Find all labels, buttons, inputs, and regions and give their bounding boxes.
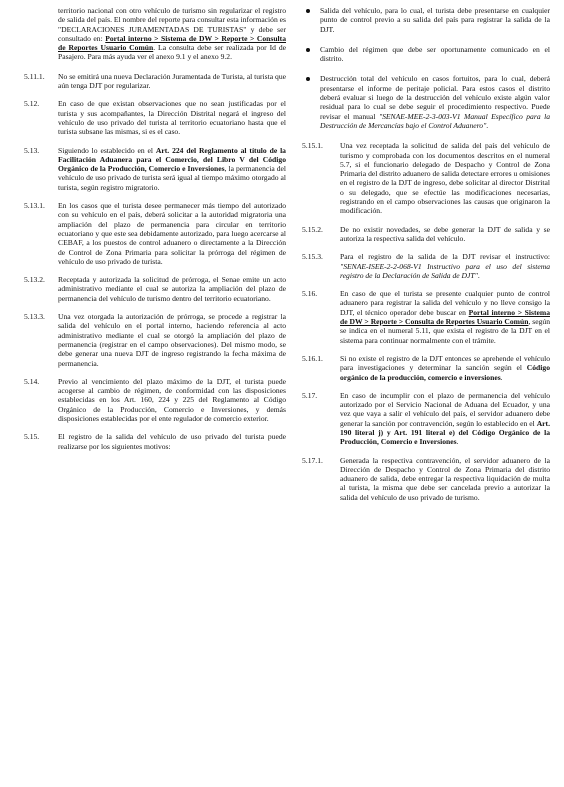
section-5-15-2: 5.15.2. De no existir novedades, se debe generar la DJT de salida y se autoriza la respectiva salida del vehículo.: [302, 224, 550, 243]
section-5-16: 5.16. En caso de que el turista se presente cualquier punto de control aduanero para registrar la salida del vehículo y no lleve consigo la DJT, el técnico operador debe buscar en Portal interno > Sistema de DW > Reporte > Consulta de Reportes Usuario Común, según se indica en el numeral 5.11, que exista el registro de la DJT en el sistema para continuar normalmente con el trámite.: [302, 289, 550, 345]
section-5-15: 5.15. El registro de la salida del vehículo de uso privado del turista puede realizarse por los siguientes motivos:: [24, 432, 286, 451]
code-reference: Código orgánico de la producción, comercio e inversiones: [340, 363, 550, 382]
portal-path-link: Portal interno > Sistema de DW > Reporte > Consulta de Reportes Usuario Común: [58, 33, 286, 53]
section-5-15-3: 5.15.3. Para el registro de la salida de la DJT revisar el instructivo: "SENAE-ISEE-2-2-068-V1 Instructivo para el uso del sistema registro de la Declaración de Salida de DJT".: [302, 252, 550, 280]
bullet-icon: [306, 77, 310, 81]
instructive-reference: "SENAE-ISEE-2-2-068-V1 Instructivo para el uso del sistema registro de la Declaración de Salida de DJT": [340, 261, 550, 280]
regulation-reference: Art. 224 del Reglamento al título de la Facilitación Aduanera para el Comercio, del Libro V del Código Orgánico de la Producción, Comercio e Inversiones: [58, 145, 286, 174]
portal-path-link: Portal interno > Sistema de DW > Reporte > Consulta de Reportes Usuario Común: [340, 307, 550, 327]
right-column: [302, 6, 550, 781]
section-5-14: 5.14. Previo al vencimiento del plazo máximo de la DJT, el turista puede acogerse al cambio de régimen, de conformidad con las disposiciones establecidas en los Art. 160, 224 y 225 del Reglamento al Código Orgánico de la Producción, Comercio e Inversiones, y demás disposiciones establecidas por el ente regulador de comercio exterior.: [24, 376, 286, 423]
exit-reasons-list: [302, 6, 550, 130]
section-5-13: 5.13. Siguiendo lo establecido en el Art. 224 del Reglamento al título de la Facilitación Aduanera para el Comercio, del Libro V del Código Orgánico de la Producción, Comercio e Inversiones, la permanencia del vehículo de uso privado de turista será igual al tiempo máximo otorgado al turista, según registro migratorio.: [24, 145, 287, 192]
section-5-16-1: 5.16.1. Si no existe el registro de la DJT entonces se aprehende el vehículo para investigaciones y determinar la sanción según el Código orgánico de la producción, comercio e inversiones.: [302, 353, 550, 382]
section-5-13-2: 5.13.2. Receptada y autorizada la solicitud de prórroga, el Senae emite un acto administrativo mediante el cual se autoriza la ampliación del plazo de permanencia del vehículo de turismo dentro del territorio ecuatoriano.: [24, 275, 286, 303]
list-item: Destrucción total del vehículo en casos fortuitos, para lo cual, deberá presentarse el informe de peritaje policial. Para estos casos el distrito deberá evaluar si luego de la destrucción del vehículo existe algún valor residual para lo cual se debe seguir el procedimiento respectivo. Puede revisar el manual "SENAE-MEE-2-3-003-V1 Manual Específico para la Destrucción de Mercancías bajo el Control Aduanero".: [302, 74, 550, 130]
bullet-icon: [306, 9, 310, 13]
section-5-13-1: 5.13.1. En los casos que el turista desee permanecer más tiempo del autorizado con su vehículo en el país, deberá solicitar a la autoridad migratoria una ampliación del plazo de permanencia para circular en territorio ecuatoriano y que este sea debidamente autorizado, para luego acercarse al CEBAF, a los puestos de control aduanero o directamente a la Dirección de Control de Zona Primaria para solicitar la prórroga del régimen de vehículo de uso privado de turista.: [24, 201, 286, 266]
bullet-icon: [306, 48, 310, 52]
list-item: Salida del vehículo, para lo cual, el turista debe presentarse en cualquier punto de control previo a su salida del país para registrar la salida de la DJT.: [302, 6, 550, 34]
left-column: [24, 6, 286, 781]
article-reference: Art. 190 literal j) y Art. 191 literal e) del Código Orgánico de la Producción, Comercio e Inversiones: [340, 418, 550, 447]
section-5-17-1: 5.17.1. Generada la respectiva contravención, el servidor aduanero de la Dirección de Despacho y Control de Zona Primaria del distrito aduanero de salida, debe entregar la respectiva liquidación de multa al turista, la misma que debe ser cancelada previo a autorizar la salida del vehículo de uso privado de turismo.: [302, 455, 550, 502]
section-5-11-1: 5.11.1. No se emitirá una nueva Declaración Juramentada de Turista, al turista que aún tenga DJT por regularizar.: [24, 71, 286, 91]
intro-paragraph: territorio nacional con otro vehículo de turismo sin regularizar el registro de salida del país. El nombre del reporte para consultar esta información es "DECLARACIONES JURAMENTADAS DE TURISTAS" y debe ser consultado en: Portal interno > Sistema de DW > Reporte > Consulta de Reportes Usuario Común. La consulta debe ser realizada por Id de Pasajero. Para más ayuda ver el anexo 9.1 y el anexo 9.2.: [58, 6, 286, 62]
list-item: Cambio del régimen que debe ser oportunamente comunicado en el distrito.: [302, 45, 550, 64]
section-5-17: 5.17. En caso de incumplir con el plazo de permanencia del vehículo autorizado por el Servicio Nacional de Aduana del Ecuador, y una vez que vaya a salir el vehículo del país, el servidor aduanero debe generar la sanción por contravención, según lo establecido en el Art. 190 literal j) y Art. 191 literal e) del Código Orgánico de la Producción, Comercio e Inversiones.: [302, 390, 550, 447]
section-5-13-3: 5.13.3. Una vez otorgada la autorización de prórroga, se procede a registrar la salida del vehículo en el portal interno, haciendo referencia al acto administrativo mediante el cual se otorgó la ampliación del plazo de permanencia (registrar en el campo observaciones). Del mismo modo, se debe generar una nueva DJT de ingreso registrando la fecha máxima de permanencia.: [24, 312, 286, 368]
section-5-12: 5.12. En caso de que existan observaciones que no sean justificadas por el turista y sus acompañantes, la Dirección Distrital negará el ingreso del vehículo de uso privado del turista al territorio ecuatoriano hasta que el turista subsane las mismas, si es el caso.: [24, 99, 286, 137]
manual-reference: "SENAE-MEE-2-3-003-V1 Manual Específico para la Destrucción de Mercancías bajo el Control Aduanero": [320, 111, 550, 130]
section-5-15-1: 5.15.1. Una vez receptada la solicitud de salida del país del vehículo de turismo y comprobada con los documentos descritos en el numeral 5.7, si el funcionario delegado de Despacho y Control de Zona Primaria del distrito aduanero de salida detectare errores u omisiones en el registro de la DJT de ingreso, debe solicitar al director Distrital o su delegado, que se efectúe las modificaciones necesarias, registrando en el campo observaciones las causas que originaron la modificación.: [302, 141, 550, 216]
